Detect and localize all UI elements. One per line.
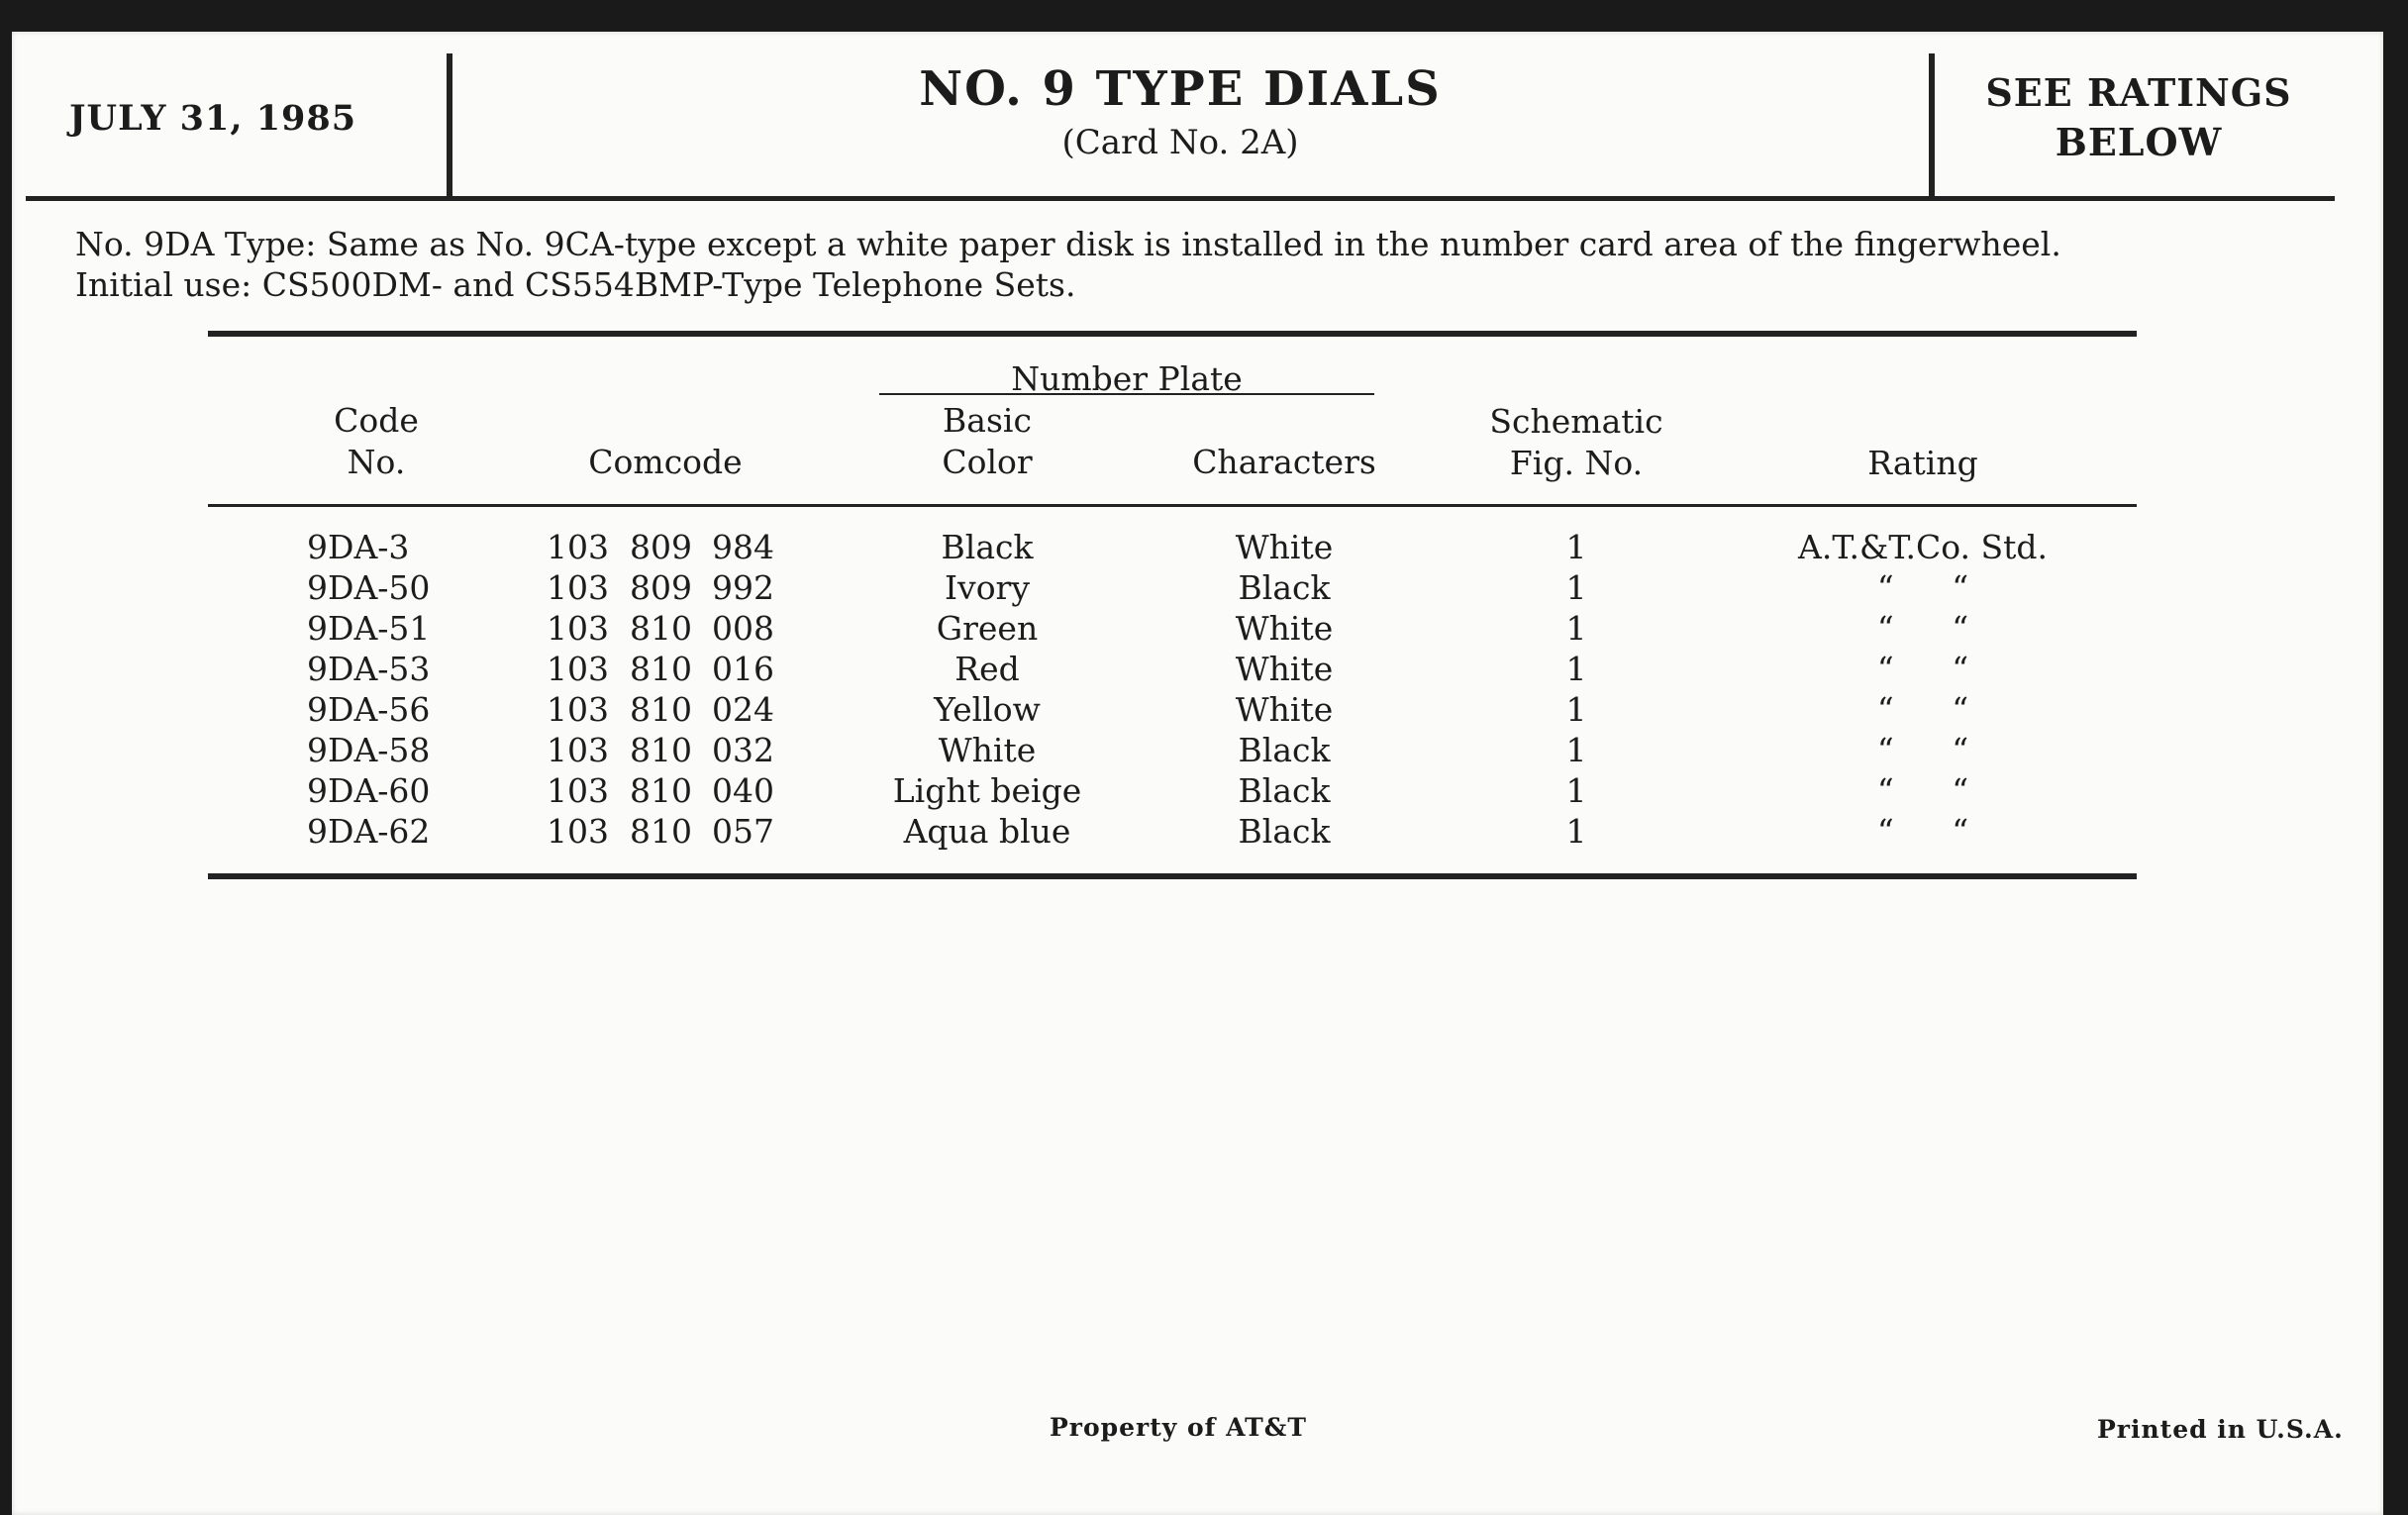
cell-comcode-part: 984: [712, 528, 774, 566]
card-date: JULY 31, 1985: [69, 98, 357, 139]
cell-code: 9DA-50: [307, 568, 431, 607]
col-header-basic-color: [853, 400, 1121, 483]
col-header-color-line1: Basic: [943, 401, 1032, 440]
table-row: [12, 730, 2383, 770]
ratings-note: [1941, 68, 2337, 167]
col-header-rating: Rating: [1867, 444, 1978, 482]
table-row: [12, 649, 2383, 689]
table-row: [12, 527, 2383, 567]
table-row: [12, 608, 2383, 649]
col-header-color-line2: Color: [942, 443, 1033, 481]
number-plate-group-header: Number Plate: [1011, 359, 1243, 398]
cell-basic-color: Aqua blue: [903, 812, 1071, 851]
cell-rating-ditto: “ “: [1876, 771, 1969, 810]
col-header-fig-line1: Schematic: [1489, 402, 1663, 441]
cell-fig-no: 1: [1565, 690, 1587, 729]
footer-printed: Printed in U.S.A.: [2097, 1415, 2344, 1444]
cell-comcode-part: 103: [547, 568, 609, 607]
cell-basic-color: Red: [954, 650, 1020, 688]
cell-rating-ditto: “ “: [1876, 812, 1969, 851]
header-rule: [26, 196, 2335, 201]
table-header-rule: [208, 504, 2137, 507]
cell-fig-no: 1: [1565, 568, 1587, 607]
cell-comcode-part: 016: [712, 650, 774, 688]
table-row: [12, 770, 2383, 811]
description-line1: No. 9DA Type: Same as No. 9CA-type except a white paper disk is installed in the number card area of the fingerwheel.: [75, 225, 2061, 263]
table-row: [12, 567, 2383, 608]
cell-comcode-part: 810: [630, 812, 692, 851]
cell-fig-no: 1: [1565, 771, 1587, 810]
cell-rating: A.T.&T.Co. Std.: [1798, 528, 2048, 566]
cell-comcode-part: 024: [712, 690, 774, 729]
card-title: NO. 9 TYPE DIALS: [919, 61, 1442, 117]
cell-comcode-part: 040: [712, 771, 774, 810]
cell-basic-color: Green: [936, 609, 1039, 648]
description-line2: Initial use: CS500DM- and CS554BMP-Type Telephone Sets.: [75, 265, 1076, 304]
cell-basic-color: Black: [941, 528, 1034, 566]
cell-comcode-part: 103: [547, 650, 609, 688]
cell-fig-no: 1: [1565, 812, 1587, 851]
cell-code: 9DA-62: [307, 812, 431, 851]
ratings-note-line2: BELOW: [2055, 120, 2223, 164]
cell-characters: Black: [1238, 771, 1331, 810]
col-header-schematic: [1428, 401, 1725, 484]
cell-characters: Black: [1238, 568, 1331, 607]
cell-characters: Black: [1238, 731, 1331, 769]
cell-characters: White: [1235, 528, 1334, 566]
cell-comcode-part: 992: [712, 568, 774, 607]
table-top-rule: [208, 331, 2137, 337]
cell-rating-ditto: “ “: [1876, 690, 1969, 729]
cell-rating-ditto: “ “: [1876, 650, 1969, 688]
cell-comcode-part: 810: [630, 771, 692, 810]
header-divider-right: [1929, 53, 1935, 198]
cell-basic-color: White: [938, 731, 1037, 769]
cell-rating-ditto: “ “: [1876, 731, 1969, 769]
cell-code: 9DA-3: [307, 528, 410, 566]
cell-comcode-part: 810: [630, 731, 692, 769]
cell-comcode-part: 809: [630, 528, 692, 566]
cell-rating-ditto: “ “: [1876, 609, 1969, 648]
cell-comcode-part: 057: [712, 812, 774, 851]
cell-comcode-part: 032: [712, 731, 774, 769]
cell-code: 9DA-53: [307, 650, 431, 688]
col-header-fig-line2: Fig. No.: [1509, 444, 1644, 482]
cell-code: 9DA-60: [307, 771, 431, 810]
cell-comcode-part: 103: [547, 609, 609, 648]
cell-fig-no: 1: [1565, 731, 1587, 769]
cell-fig-no: 1: [1565, 609, 1587, 648]
table-bottom-rule: [208, 873, 2137, 879]
document-card: [12, 32, 2383, 1515]
table-row: [12, 689, 2383, 730]
cell-code: 9DA-51: [307, 609, 431, 648]
cell-comcode-part: 810: [630, 650, 692, 688]
cell-code: 9DA-56: [307, 690, 431, 729]
cell-basic-color: Light beige: [892, 771, 1082, 810]
cell-comcode-part: 103: [547, 528, 609, 566]
description: [75, 224, 2353, 305]
cell-basic-color: Yellow: [934, 690, 1041, 729]
cell-code: 9DA-58: [307, 731, 431, 769]
cell-comcode-part: 810: [630, 609, 692, 648]
cell-comcode-part: 103: [547, 690, 609, 729]
cell-characters: White: [1235, 690, 1334, 729]
cell-comcode-part: 810: [630, 690, 692, 729]
ratings-note-line1: SEE RATINGS: [1985, 70, 2292, 115]
cell-rating-ditto: “ “: [1876, 568, 1969, 607]
card-subtitle: (Card No. 2A): [1061, 123, 1299, 162]
cell-fig-no: 1: [1565, 528, 1587, 566]
col-header-characters: Characters: [1192, 443, 1376, 481]
table-row: [12, 811, 2383, 852]
cell-basic-color: Ivory: [945, 568, 1030, 607]
cell-characters: White: [1235, 650, 1334, 688]
cell-comcode-part: 103: [547, 731, 609, 769]
col-header-code: [248, 400, 505, 483]
cell-comcode-part: 103: [547, 812, 609, 851]
cell-comcode-part: 103: [547, 771, 609, 810]
col-header-comcode: Comcode: [588, 443, 743, 481]
cell-comcode-part: 809: [630, 568, 692, 607]
col-header-code-line2: No.: [347, 443, 406, 481]
cell-fig-no: 1: [1565, 650, 1587, 688]
footer-property: Property of AT&T: [1050, 1413, 1307, 1442]
col-header-code-line1: Code: [334, 401, 419, 440]
cell-comcode-part: 008: [712, 609, 774, 648]
cell-characters: White: [1235, 609, 1334, 648]
cell-characters: Black: [1238, 812, 1331, 851]
